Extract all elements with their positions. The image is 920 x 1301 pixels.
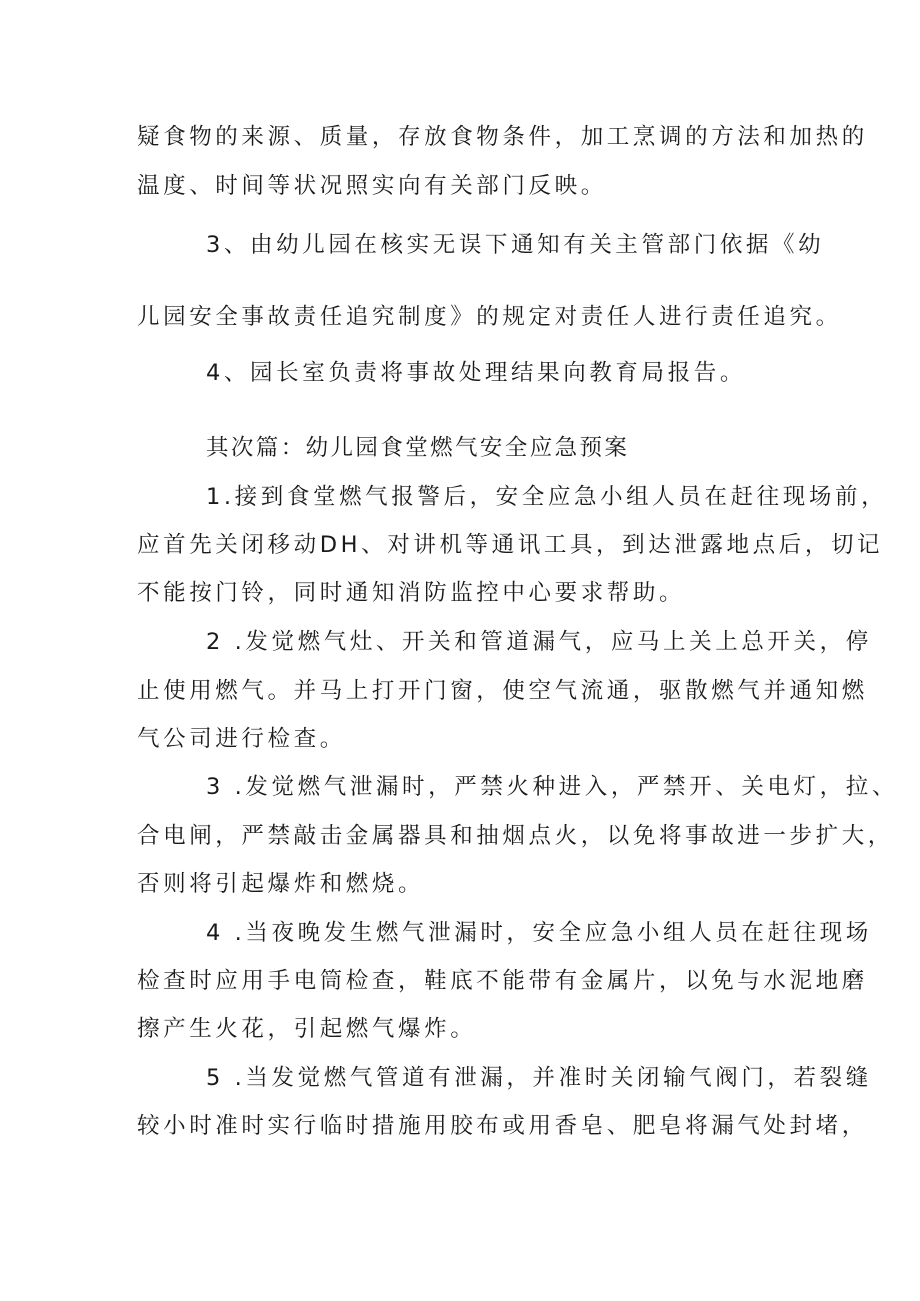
paragraph-line: 4、园长室负责将事故处理结果向教育局报告。 [206, 360, 746, 386]
paragraph-line: 疑食物的来源、质量，存放食物条件，加工烹调的方法和加热的 [137, 124, 868, 150]
paragraph-line: 止使用燃气。并马上打开门窗，使空气流通，驱散燃气并通知燃 [137, 678, 868, 704]
paragraph-line: 擦产生火花，引起燃气爆炸。 [137, 1016, 477, 1042]
paragraph-line: 温度、时间等状况照实向有关部门反映。 [137, 173, 607, 199]
paragraph-line: 较小时准时实行临时措施用胶布或用香皂、肥皂将漏气处封堵， [137, 1113, 868, 1139]
paragraph-line: 4 .当夜晚发生燃气泄漏时，安全应急小组人员在赶往现场 [206, 920, 872, 946]
paragraph-line: 检查时应用手电筒检查，鞋底不能带有金属片，以免与水泥地磨 [137, 968, 868, 994]
paragraph-line: 气公司进行检查。 [137, 726, 346, 752]
paragraph-line: 否则将引起爆炸和燃烧。 [137, 871, 425, 897]
paragraph-line: 3、由幼儿园在核实无误下通知有关主管部门依据《幼 [206, 232, 825, 258]
paragraph-line: 3 .发觉燃气泄漏时，严禁火种进入，严禁开、关电灯，拉、 [206, 774, 898, 800]
paragraph-line: 5 .当发觉燃气管道有泄漏，并准时关闭输气阀门，若裂缝 [206, 1065, 872, 1091]
paragraph-line: 应首先关闭移动DH、对讲机等通讯工具，到达泄露地点后，切记 [137, 532, 884, 558]
paragraph-line: 不能按门铃，同时通知消防监控中心要求帮助。 [137, 580, 686, 606]
paragraph-line: 儿园安全事故责任追究制度》的规定对责任人进行责任追究。 [137, 304, 842, 330]
paragraph-line: 合电闸，严禁敲击金属器具和抽烟点火，以免将事故进一步扩大， [137, 823, 894, 849]
paragraph-line: 1.接到食堂燃气报警后，安全应急小组人员在赶往现场前， [206, 484, 888, 510]
section-heading: 其次篇：幼儿园食堂燃气安全应急预案 [206, 435, 630, 461]
paragraph-line: 2 .发觉燃气灶、开关和管道漏气，应马上关上总开关，停 [206, 629, 872, 655]
